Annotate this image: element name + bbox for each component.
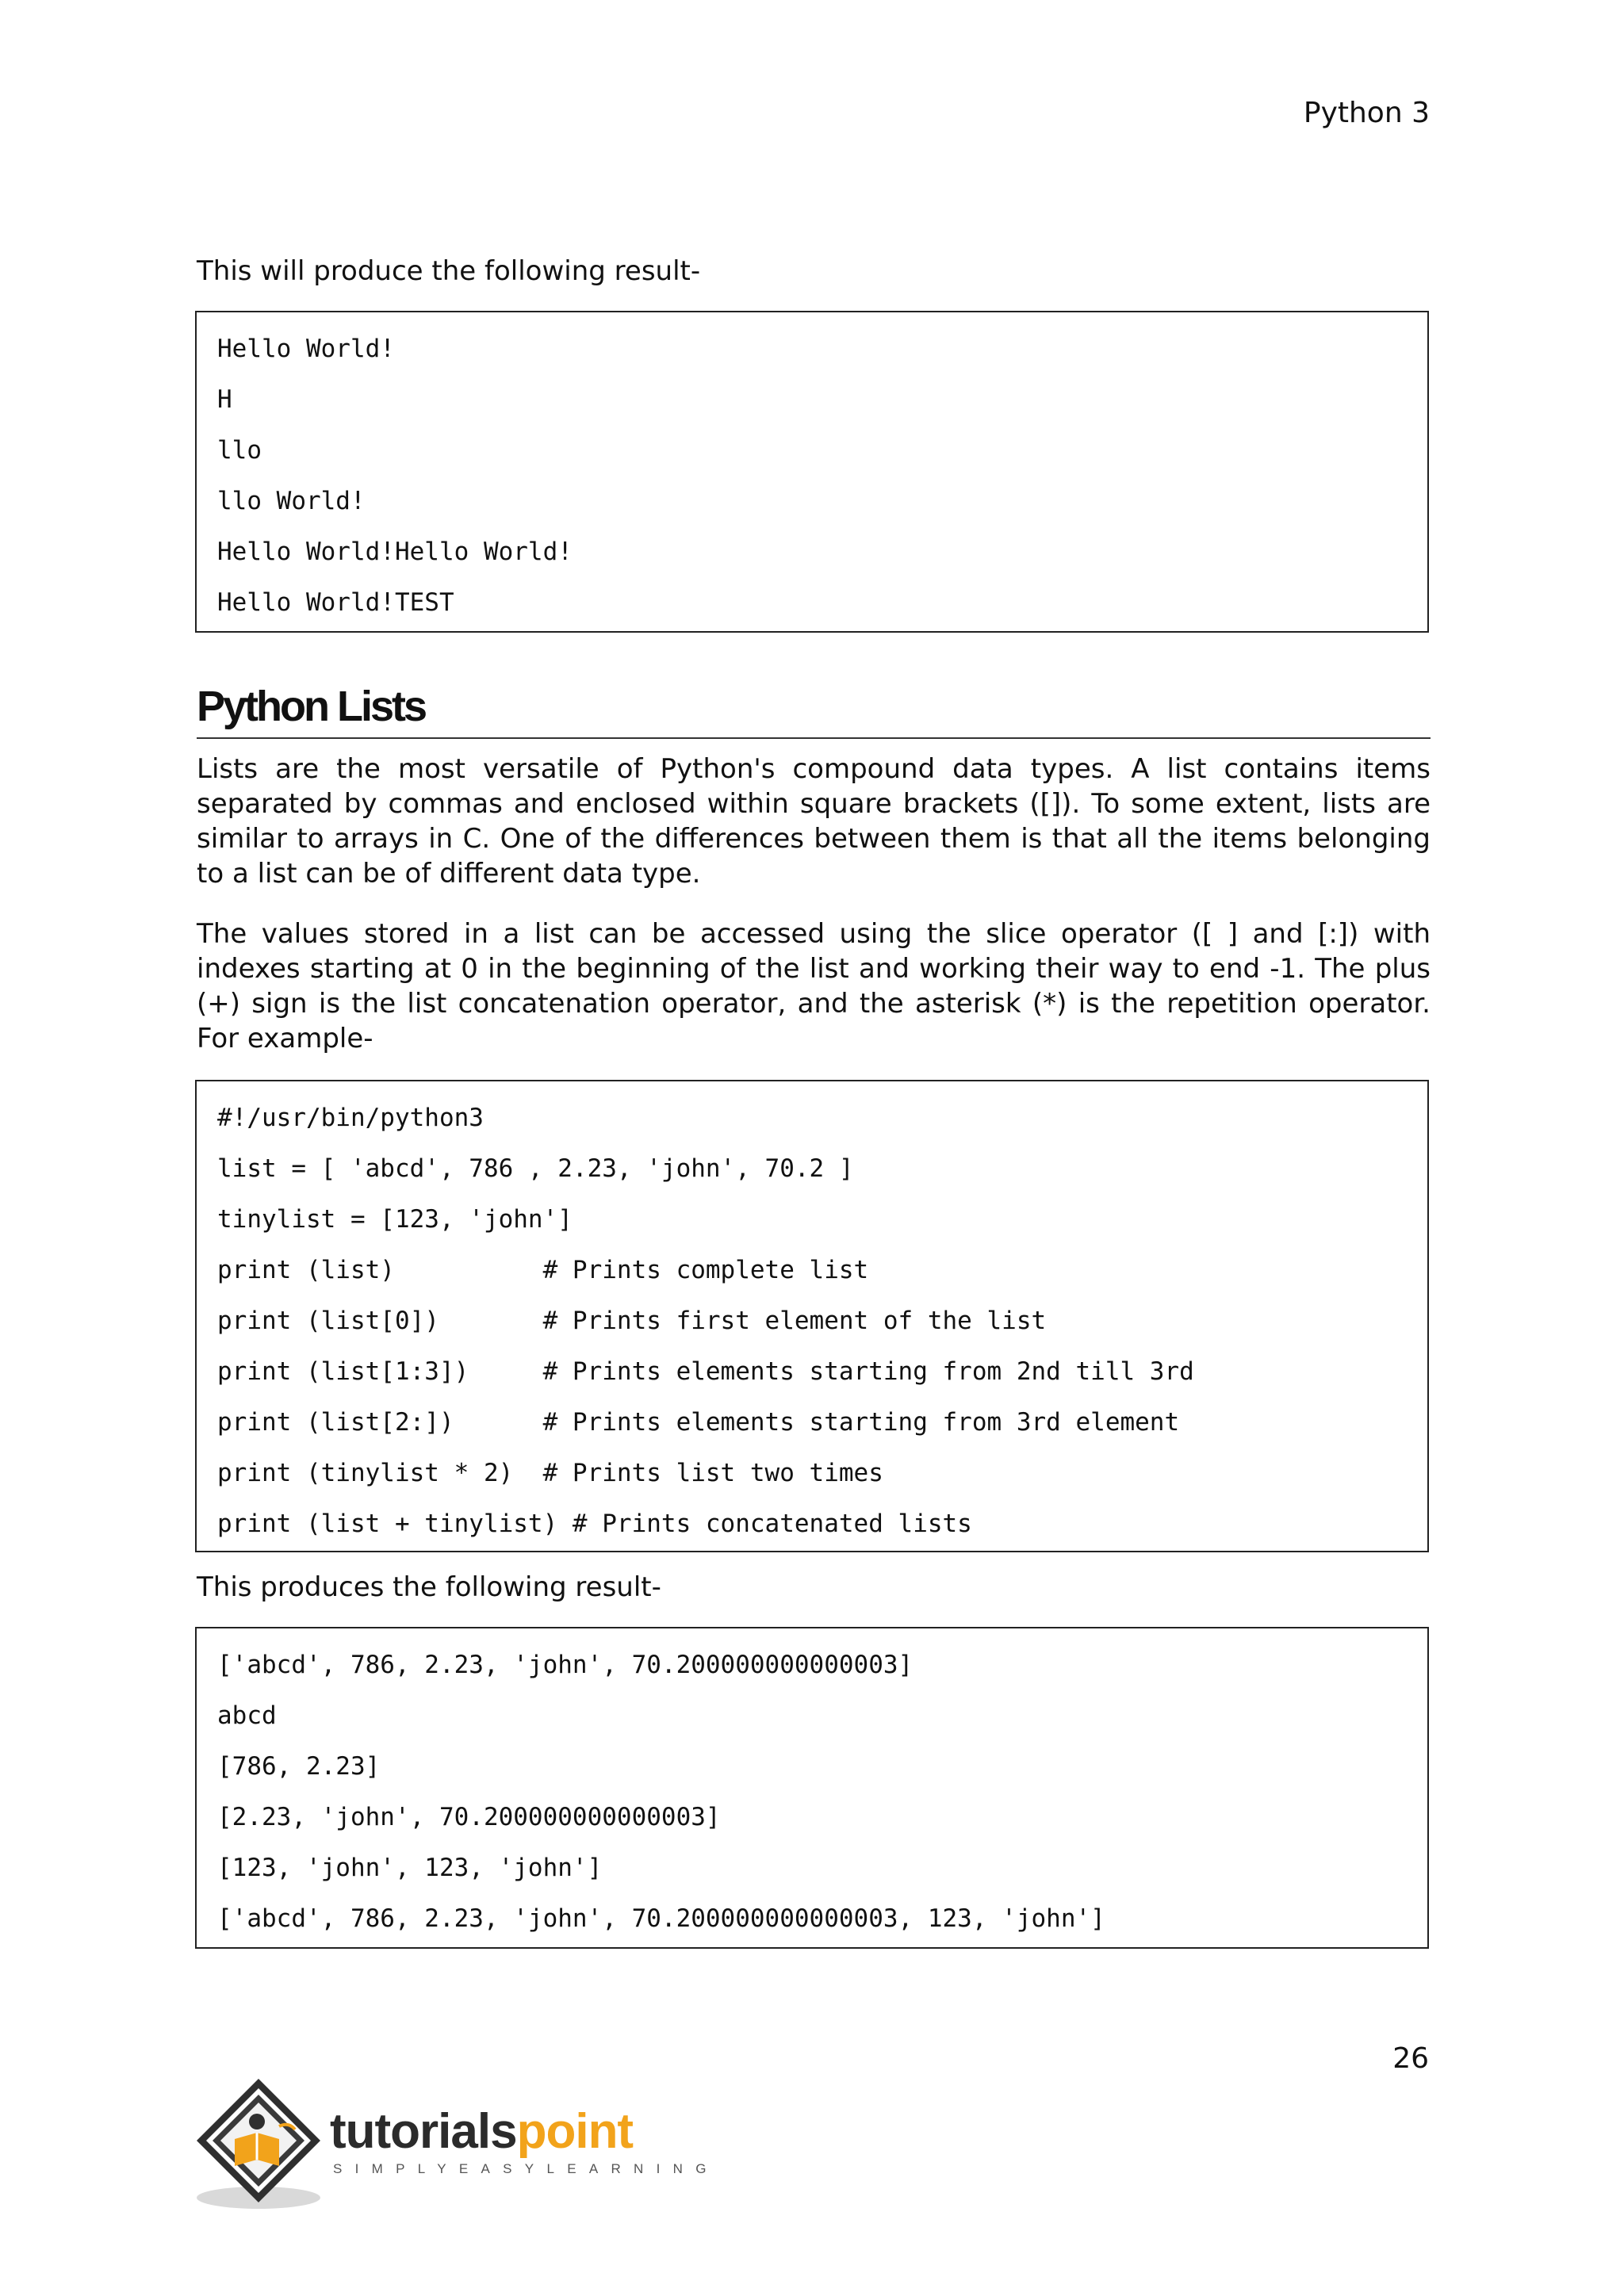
output-line: [2.23, 'john', 70.200000000000003] [217, 1803, 721, 1831]
logo-diamond-icon [193, 2071, 332, 2214]
header-title: Python 3 [1303, 97, 1430, 129]
intro-text: This will produce the following result- [197, 255, 701, 287]
code-line: list = [ 'abcd', 786 , 2.23, 'john', 70.2 ] [217, 1154, 854, 1183]
output-line: Hello World! [217, 335, 395, 363]
code-line: print (list[2:]) # Prints elements starting from 3rd element [217, 1408, 1180, 1437]
code-line: print (list[1:3]) # Prints elements starting from 2nd till 3rd [217, 1357, 1194, 1386]
paragraph-lists-intro: Lists are the most versatile of Python's compound data types. A list contains items separated by commas and enclosed within square brackets ([]). To some extent, lists are similar to arrays in C. One of the differences between them is that all the items belonging to a list can be of different data type. [197, 753, 1431, 890]
tutorialspoint-logo [193, 2071, 719, 2214]
section-heading: Python Lists [197, 680, 1431, 739]
output-line: [123, 'john', 123, 'john'] [217, 1854, 603, 1882]
logo-tagline: SIMPLYEASYLEARNING [333, 2161, 719, 2176]
output-line: llo World! [217, 487, 366, 515]
output-line: Hello World!TEST [217, 588, 454, 617]
code-line: print (tinylist * 2) # Prints list two times [217, 1459, 883, 1487]
logo-wordmark: tutorialspoint [330, 2104, 634, 2159]
code-line: print (list[0]) # Prints first element of the list [217, 1307, 1047, 1335]
code-line: print (list + tinylist) # Prints concatenated lists [217, 1510, 972, 1538]
paragraph-slice-operator: The values stored in a list can be accessed using the slice operator ([ ] and [:]) with indexes starting at 0 in the beginning of the list and working their way to end -1. The plus (+) sign is the list concatenation operator, and the asterisk (*) is the repetition operator. For example- [197, 918, 1431, 1054]
output-line: llo [217, 436, 262, 465]
output-line: ['abcd', 786, 2.23, 'john', 70.200000000000003, 123, 'john'] [217, 1904, 1105, 1933]
output-line: H [217, 385, 232, 414]
output-line: ['abcd', 786, 2.23, 'john', 70.200000000000003] [217, 1651, 914, 1679]
code-line: tinylist = [123, 'john'] [217, 1205, 573, 1234]
output-block-lists [195, 1627, 1429, 1949]
output-block-strings [195, 311, 1429, 633]
code-line: #!/usr/bin/python3 [217, 1104, 484, 1132]
output-line: [786, 2.23] [217, 1752, 381, 1781]
code-line: print (list) # Prints complete list [217, 1256, 869, 1284]
output-line: Hello World!Hello World! [217, 538, 573, 566]
code-block-lists [195, 1080, 1429, 1552]
output-line: abcd [217, 1701, 277, 1730]
page-number: 26 [1392, 2042, 1429, 2075]
result-intro-text: This produces the following result- [197, 1571, 661, 1603]
